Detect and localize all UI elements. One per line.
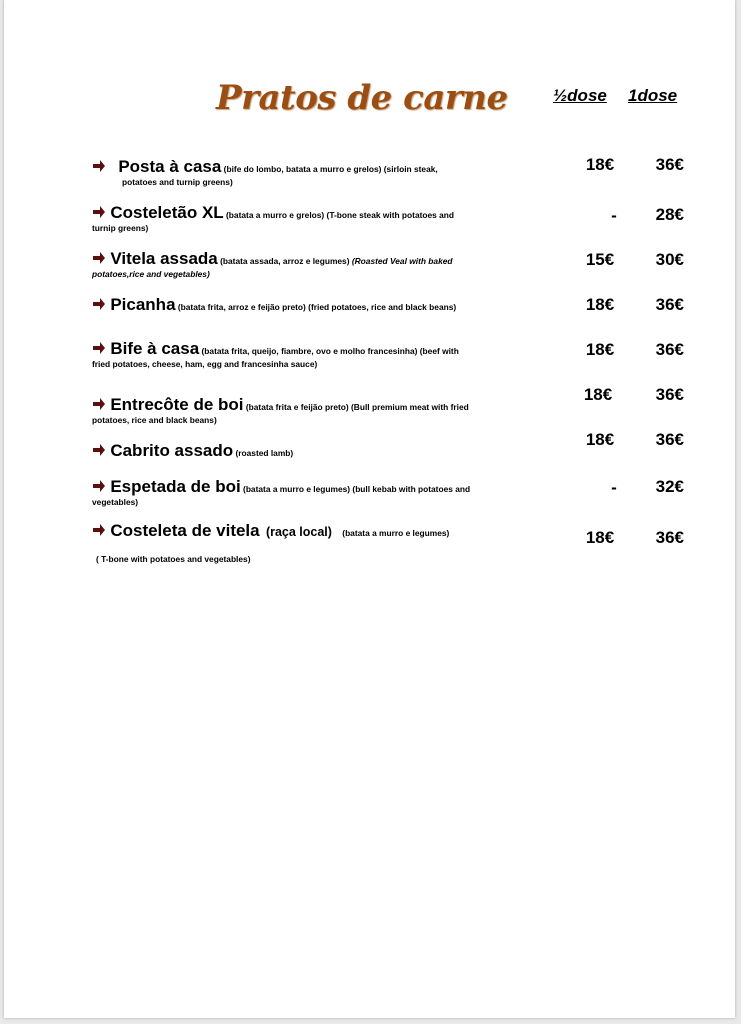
item-description: (batata a murro e legumes): [342, 528, 450, 538]
menu-item-bife-a-casa: [92, 339, 552, 370]
item-name: Entrecôte de boi: [110, 395, 244, 414]
price-half-dose: 18€: [583, 385, 613, 404]
item-description: (batata frita, queijo, fiambre, ovo e molho francesinha) (beef with: [201, 346, 459, 356]
item-description: (batata frita e feijão preto) (Bull premium meat with fried: [245, 402, 469, 412]
price-full-dose: 30€: [655, 250, 684, 269]
item-description-cont: vegetables): [92, 497, 139, 507]
item-description: (bife do lombo, batata a murro e grelos) (sirloin steak,: [223, 164, 438, 174]
arrow-bullet-icon: [92, 252, 106, 264]
arrow-bullet-icon: [92, 160, 106, 172]
page-title: Pratos de carne: [216, 78, 508, 118]
item-description-cont: fried potatoes, cheese, ham, egg and francesinha sauce): [92, 359, 318, 369]
item-description: (batata a murro e grelos) (T-bone steak with potatoes and: [226, 210, 455, 220]
price-full-dose: 36€: [655, 528, 684, 547]
item-name: Bife à casa: [110, 339, 200, 358]
item-description-cont: potatoes,rice and vegetables): [92, 269, 210, 279]
menu-item-picanha: [92, 295, 552, 314]
item-description: (batata a murro e legumes) (bull kebab with potatoes and: [243, 484, 471, 494]
item-name: Picanha: [110, 295, 176, 314]
price-full-dose: 36€: [655, 340, 684, 359]
item-description-cont: potatoes and turnip greens): [122, 177, 233, 187]
price-full-dose: 36€: [655, 385, 684, 404]
price-half-dose: 18€: [585, 528, 615, 547]
item-description-english: (Roasted Veal with baked: [351, 256, 453, 266]
column-header-half-dose: ½dose: [553, 86, 607, 105]
arrow-bullet-icon: [92, 342, 106, 354]
item-name: Vitela assada: [110, 249, 218, 268]
price-half-dose: 18€: [585, 340, 615, 359]
item-name: Posta à casa: [118, 157, 222, 176]
item-description-cont: turnip greens): [92, 223, 149, 233]
item-description-cont: potatoes, rice and black beans): [92, 415, 217, 425]
arrow-bullet-icon: [92, 524, 106, 536]
price-half-dose: -: [611, 206, 617, 225]
arrow-bullet-icon: [92, 298, 106, 310]
item-description: (batata frita, arroz e feijão preto) (fried potatoes, rice and black beans): [177, 302, 457, 312]
menu-item-entrecote-de-boi: [92, 395, 552, 426]
item-name-extra: (raça local): [265, 525, 332, 539]
item-description: (batata assada, arroz e legumes): [220, 256, 350, 266]
price-half-dose: 18€: [585, 430, 615, 449]
item-name: Costeletão XL: [110, 203, 224, 222]
price-full-dose: 36€: [655, 430, 684, 449]
menu-page: [4, 0, 735, 1018]
price-half-dose: 15€: [585, 250, 615, 269]
item-name: Cabrito assado: [110, 441, 234, 460]
menu-item-costeleta-de-vitela: [92, 521, 552, 540]
item-description-english: ( T-bone with potatoes and vegetables): [96, 554, 251, 564]
price-full-dose: 36€: [655, 295, 684, 314]
price-half-dose: -: [611, 478, 617, 497]
arrow-bullet-icon: [92, 444, 106, 456]
item-name: Espetada de boi: [110, 477, 241, 496]
price-half-dose: 18€: [585, 295, 615, 314]
item-description: (roasted lamb): [235, 448, 294, 458]
menu-item-vitela-assada: [92, 249, 552, 280]
price-full-dose: 36€: [655, 155, 684, 174]
arrow-bullet-icon: [92, 480, 106, 492]
price-half-dose: 18€: [585, 155, 615, 174]
menu-item-costeletao-xl: [92, 203, 552, 234]
menu-item-cabrito-assado: [92, 441, 552, 460]
column-header-full-dose: 1dose: [628, 86, 678, 105]
arrow-bullet-icon: [92, 398, 106, 410]
menu-item-posta-a-casa: [92, 157, 552, 188]
price-full-dose: 28€: [655, 205, 684, 224]
arrow-bullet-icon: [92, 206, 106, 218]
item-name: Costeleta de vitela: [110, 521, 260, 540]
menu-item-espetada-de-boi: [92, 477, 552, 508]
price-full-dose: 32€: [655, 477, 684, 496]
